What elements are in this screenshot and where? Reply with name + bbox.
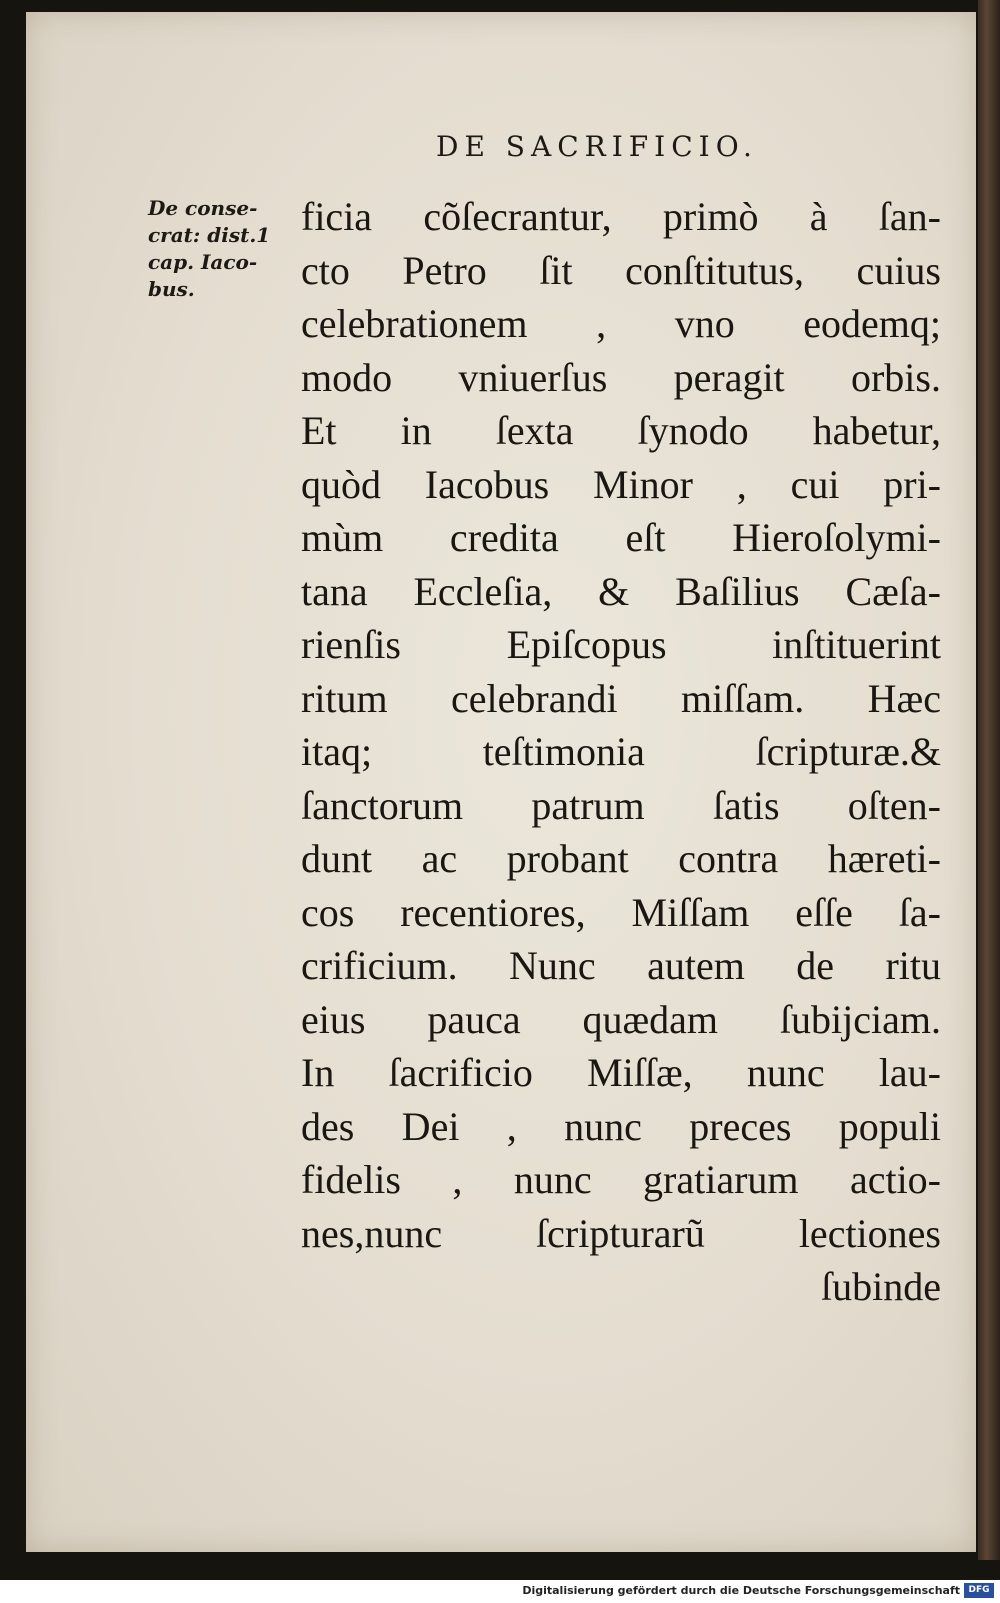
text-line: tana Eccleſia, & Baſilius Cæſa-	[301, 568, 941, 614]
marginal-note-line: De conse-	[148, 196, 258, 220]
text-line: cos recentiores, Miſſam eſſe ſa-	[301, 889, 941, 935]
running-head: DE SACRIFICIO.	[436, 130, 758, 163]
book-page	[26, 12, 976, 1552]
marginal-note-line: cap. Iaco-	[148, 250, 258, 274]
text-line: Et in ſexta ſynodo habetur,	[301, 408, 941, 453]
text-line: des Dei , nunc preces populi	[301, 1103, 941, 1149]
book-edge	[978, 0, 1000, 1560]
text-line: fidelis , nunc gratiarum actio-	[301, 1157, 941, 1202]
text-line: celebrationem , vno eodemq;	[301, 301, 941, 346]
text-line: nes,nunc ſcripturarũ lectiones	[301, 1210, 941, 1256]
text-line: ficia cõſecrantur, primò à ſan-	[301, 194, 941, 239]
text-line: mùm credita eſt Hieroſolymi-	[301, 515, 941, 560]
marginal-note	[148, 195, 298, 303]
text-line: ritum celebrandi miſſam. Hæc	[301, 675, 941, 721]
dfg-logo-icon: DFG	[964, 1583, 994, 1598]
text-line: cto Petro ſit conſtitutus, cuius	[301, 247, 941, 293]
catchword: ſubinde	[821, 1264, 941, 1309]
text-line: rienſis Epiſcopus inſtituerint	[301, 622, 941, 667]
text-line: quòd Iacobus Minor , cui pri-	[301, 461, 941, 507]
text-line: itaq; teſtimonia ſcripturæ.&	[301, 729, 941, 774]
text-line: eius pauca quædam ſubijciam.	[301, 996, 941, 1042]
text-line: crificium. Nunc autem de ritu	[301, 943, 941, 988]
text-line: In ſacrificio Miſſæ, nunc lau-	[301, 1050, 941, 1095]
text-line: ſanctorum patrum ſatis oſten-	[301, 782, 941, 828]
marginal-note-line: bus.	[148, 277, 195, 301]
marginal-note-line: crat: dist.1	[148, 223, 271, 247]
text-line: modo vniuerſus peragit orbis.	[301, 354, 941, 400]
text-line: dunt ac probant contra hæreti-	[301, 836, 941, 881]
body-text	[301, 190, 941, 1314]
footer-bar	[0, 1580, 1000, 1603]
funding-credit: Digitalisierung gefördert durch die Deutsche Forschungsgemeinschaft	[522, 1584, 960, 1597]
